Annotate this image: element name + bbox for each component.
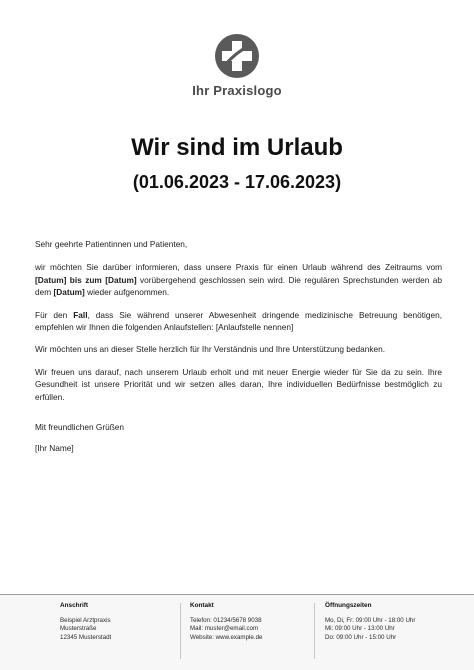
paragraph-closure — [35, 261, 442, 298]
closing: Mit freundlichen Grüßen — [35, 422, 125, 433]
footer — [0, 594, 474, 670]
paragraph-return: Wir freuen uns darauf, nach unserem Urlaub erholt und mit neuer Energie wieder für Sie da zu sein. Ihre Gesundheit ist unsere Priorität und wir setzen alles daran, Ihre individuellen Bedürfnisse bestmöglich zu erfüllen. — [35, 366, 442, 402]
footer-address-line: Beispiel Arztpraxis — [60, 616, 111, 624]
footer-hours-heading: Öffnungszeiten — [325, 602, 372, 609]
footer-contact-heading: Kontakt — [190, 602, 214, 609]
letter-body — [35, 238, 442, 455]
text: Für den — [35, 309, 74, 320]
footer-address — [60, 602, 111, 642]
footer-phone: Telefon: 01234/5678 9038 — [190, 616, 262, 624]
date-placeholder-end: [Datum] — [105, 274, 137, 285]
footer-contact — [190, 602, 262, 642]
footer-address-line: Musterstraße — [60, 625, 97, 633]
vacation-dates: (01.06.2023 - 17.06.2023) — [132, 172, 342, 192]
footer-address-line: 12345 Musterstadt — [60, 633, 112, 641]
footer-website: Website: www.example.de — [190, 633, 263, 641]
footer-divider — [180, 603, 181, 659]
text-until: bis zum — [66, 274, 106, 285]
text: wieder aufgenommen. — [84, 287, 170, 298]
footer-hours-line: Mi: 09:00 Uhr - 13:00 Uhr — [325, 625, 395, 633]
text: , dass Sie während unserer Abwesenheit dringende medizinische Betreuung benötigen, empfehlen wir Ihnen die folgenden Anlaufstellen: [Anlaufstelle nennen] — [35, 309, 442, 333]
paragraph-thanks: Wir möchten uns an dieser Stelle herzlich für Ihr Verständnis und Ihre Unterstützung bedanken. — [35, 344, 386, 355]
signature-name: [Ihr Name] — [35, 443, 74, 454]
footer-address-heading: Anschrift — [60, 602, 89, 609]
paragraph-emergency — [35, 309, 442, 334]
footer-divider — [314, 603, 315, 659]
page-title: Wir sind im Urlaub — [131, 134, 343, 161]
text: wir möchten Sie darüber informieren, dass unsere Praxis für einen Urlaub während des Zeitraums vom — [35, 262, 442, 273]
footer-hours-line: Do: 09:00 Uhr - 15:00 Uhr — [325, 633, 397, 641]
footer-hours — [325, 602, 415, 642]
footer-mail: Mail: muster@email.com — [190, 625, 259, 633]
footer-hours-line: Mo, Di, Fr: 09:00 Uhr - 18:00 Uhr — [325, 616, 416, 624]
greeting: Sehr geehrte Patientinnen und Patienten, — [35, 239, 188, 249]
medical-cross-icon — [213, 32, 261, 80]
text-fall: Fall — [73, 309, 88, 320]
date-placeholder-resume: [Datum] — [53, 287, 85, 298]
date-placeholder-start: [Datum] — [35, 274, 67, 285]
logo-text: Ihr Praxislogo — [192, 83, 282, 98]
text: vorübergehend geschlossen sein wird. Die regulären Sprechstunden werden ab dem — [35, 274, 442, 298]
practice-logo — [0, 32, 474, 98]
